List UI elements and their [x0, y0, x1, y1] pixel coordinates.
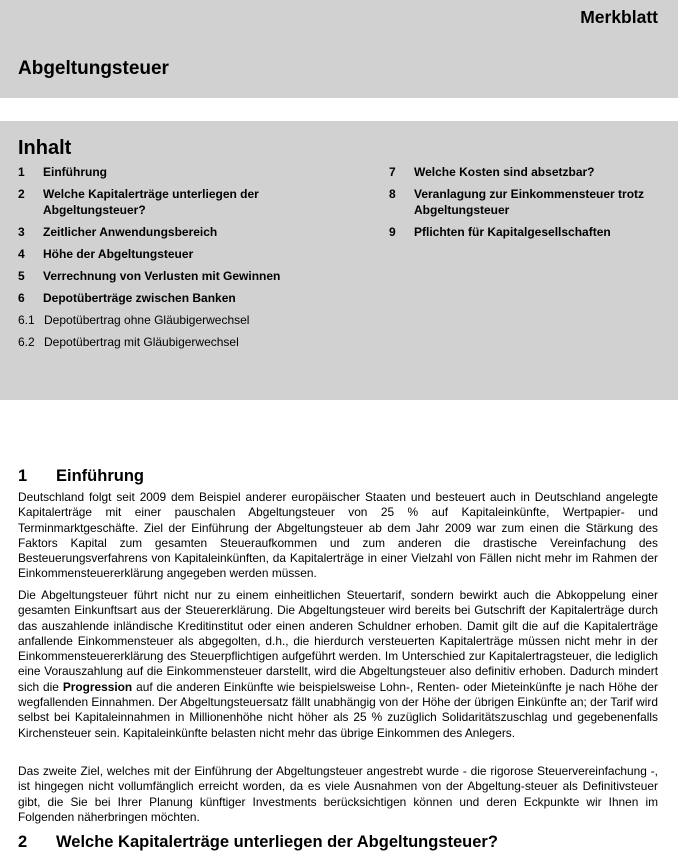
- toc-item-number: 9: [389, 225, 396, 239]
- toc-item-label: Pflichten für Kapitalgesellschaften: [414, 225, 611, 239]
- toc-item-label-continued: Abgeltungsteuer?: [43, 203, 146, 217]
- toc-item-number: 6.2: [18, 335, 35, 349]
- header-band: [0, 0, 678, 98]
- toc-item-label: Depotübertrag ohne Gläubigerwechsel: [44, 313, 250, 327]
- section-1-paragraph-2: [18, 588, 658, 741]
- toc-heading: Inhalt: [18, 137, 72, 159]
- toc-item-number: 6.1: [18, 313, 35, 327]
- toc-item-label-continued: Abgeltungsteuer: [414, 203, 510, 217]
- section-number: 2: [18, 833, 28, 851]
- section-1-paragraph-3: Das zweite Ziel, welches mit der Einführung der Abgeltungsteuer angestrebt wurde - die rigorose Steuervereinfachung -, ist hingegen nicht vollumfänglich erreicht worden, da es viele Ausnahmen von der Abgeltung-steuer als Definitivsteuer gibt, die Sie bei Ihrer Planung künftiger Investments berücksichtigen können und deren Eckpunkte wir Ihnen im Folgenden näherbringen möchten.: [18, 764, 658, 824]
- toc-item-number: 7: [389, 165, 396, 179]
- toc-item-number: 2: [18, 187, 25, 201]
- section-heading-2: [18, 833, 498, 852]
- toc-item-number: 1: [18, 165, 25, 179]
- toc-item-number: 5: [18, 269, 25, 283]
- toc-item-2[interactable]: [18, 186, 318, 218]
- document-type: Merkblatt: [580, 7, 658, 27]
- toc-item-label: Einführung: [43, 165, 107, 179]
- paragraph-emphasis: Progression: [62, 679, 133, 694]
- section-1-paragraph-1: Deutschland folgt seit 2009 dem Beispiel anderer europäischer Staaten und besteuert auch in Deutschland angelegte Kapitalerträge mit einer pauschalen Abgeltungsteuer von 25 % auf Kapitaleinkünfte, Wertpapier- und Terminmarktgeschäfte. Ziel der Einführung der Abgeltungsteuer ab dem Jahr 2009 war zum einen die Stärkung des Faktors Kapital zum gesamten Steueraufkommen und zum anderen die drastische Vereinfachung des Besteuerungsverfahrens von Kapitaleinkünften, da Kapitalerträge in einer Vielzahl von Fällen nicht mehr im Rahmen der Einkommensteuererklärung angegeben werden müssen.: [18, 490, 658, 581]
- toc-item-number: 3: [18, 225, 25, 239]
- toc-item-label: Depotüberträge zwischen Banken: [43, 291, 236, 305]
- toc-item-label: Depotübertrag mit Gläubigerwechsel: [44, 335, 239, 349]
- toc-item-label: Verrechnung von Verlusten mit Gewinnen: [43, 269, 281, 283]
- paragraph-text: Die Abgeltungsteuer führt nicht nur zu einem einheitlichen Steuertarif, sondern bewirkt auch die Abkoppelung einer gesamten Einkunftsart aus der Steuererklärung. Die Abgeltungsteuer wird bereits bei Gutschrift der Kapitalerträge durch das auszahlende inländische Kreditinstitut oder einen anderen Schuldner erhoben. Damit gilt die auf die Kapitalerträge anfallende Einkommensteuer als abgegolten, d.h., die hierdurch versteuerten Kapitalerträge müssen nicht mehr in der Einkommensteuererklärung des Steuerpflichtigen aufgeführt werden. Im Unterschied zur Kapitalertragsteuer, die lediglich eine Vorauszahlung auf die Einkommensteuer darstellt, wird die Abgeltungsteuer also definitiv erhoben. Dadurch mindert sich die: [18, 588, 658, 694]
- toc-item-label: Veranlagung zur Einkommensteuer trotz: [414, 187, 645, 201]
- toc-item-label: Höhe der Abgeltungsteuer: [43, 247, 194, 261]
- section-number: 1: [18, 467, 28, 485]
- section-title: Welche Kapitalerträge unterliegen der Abgeltungsteuer?: [56, 833, 498, 851]
- document-title: Abgeltungsteuer: [18, 58, 169, 79]
- toc-item-number: 6: [18, 291, 25, 305]
- paragraph-text: auf die anderen Einkünfte wie beispielsweise Lohn-, Renten- oder Mieteinkünfte je nach Höhe der wegfallenden Einnahmen. Der Abgeltungsteuersatz fällt unabhängig von der Höhe der übrigen Einkünfte an; der Tarif wird selbst bei Kapitaleinnahmen in Millionenhöhe nicht höher als 25 % zuzüglich Solidaritätszuschlag und gegebenenfalls Kirchensteuer sein. Kapitaleinkünfte belasten nicht mehr das übrige Einkommen des Anlegers.: [18, 679, 659, 740]
- section-heading-1: [18, 467, 144, 486]
- toc-item-8[interactable]: [389, 186, 669, 218]
- toc-item-label: Welche Kapitalerträge unterliegen der: [43, 187, 259, 201]
- toc-item-label: Zeitlicher Anwendungsbereich: [43, 225, 218, 239]
- toc-item-label: Welche Kosten sind absetzbar?: [414, 165, 595, 179]
- section-title: Einführung: [56, 467, 144, 485]
- table-of-contents: [0, 121, 678, 400]
- toc-item-number: 8: [389, 187, 396, 201]
- toc-item-number: 4: [18, 247, 25, 261]
